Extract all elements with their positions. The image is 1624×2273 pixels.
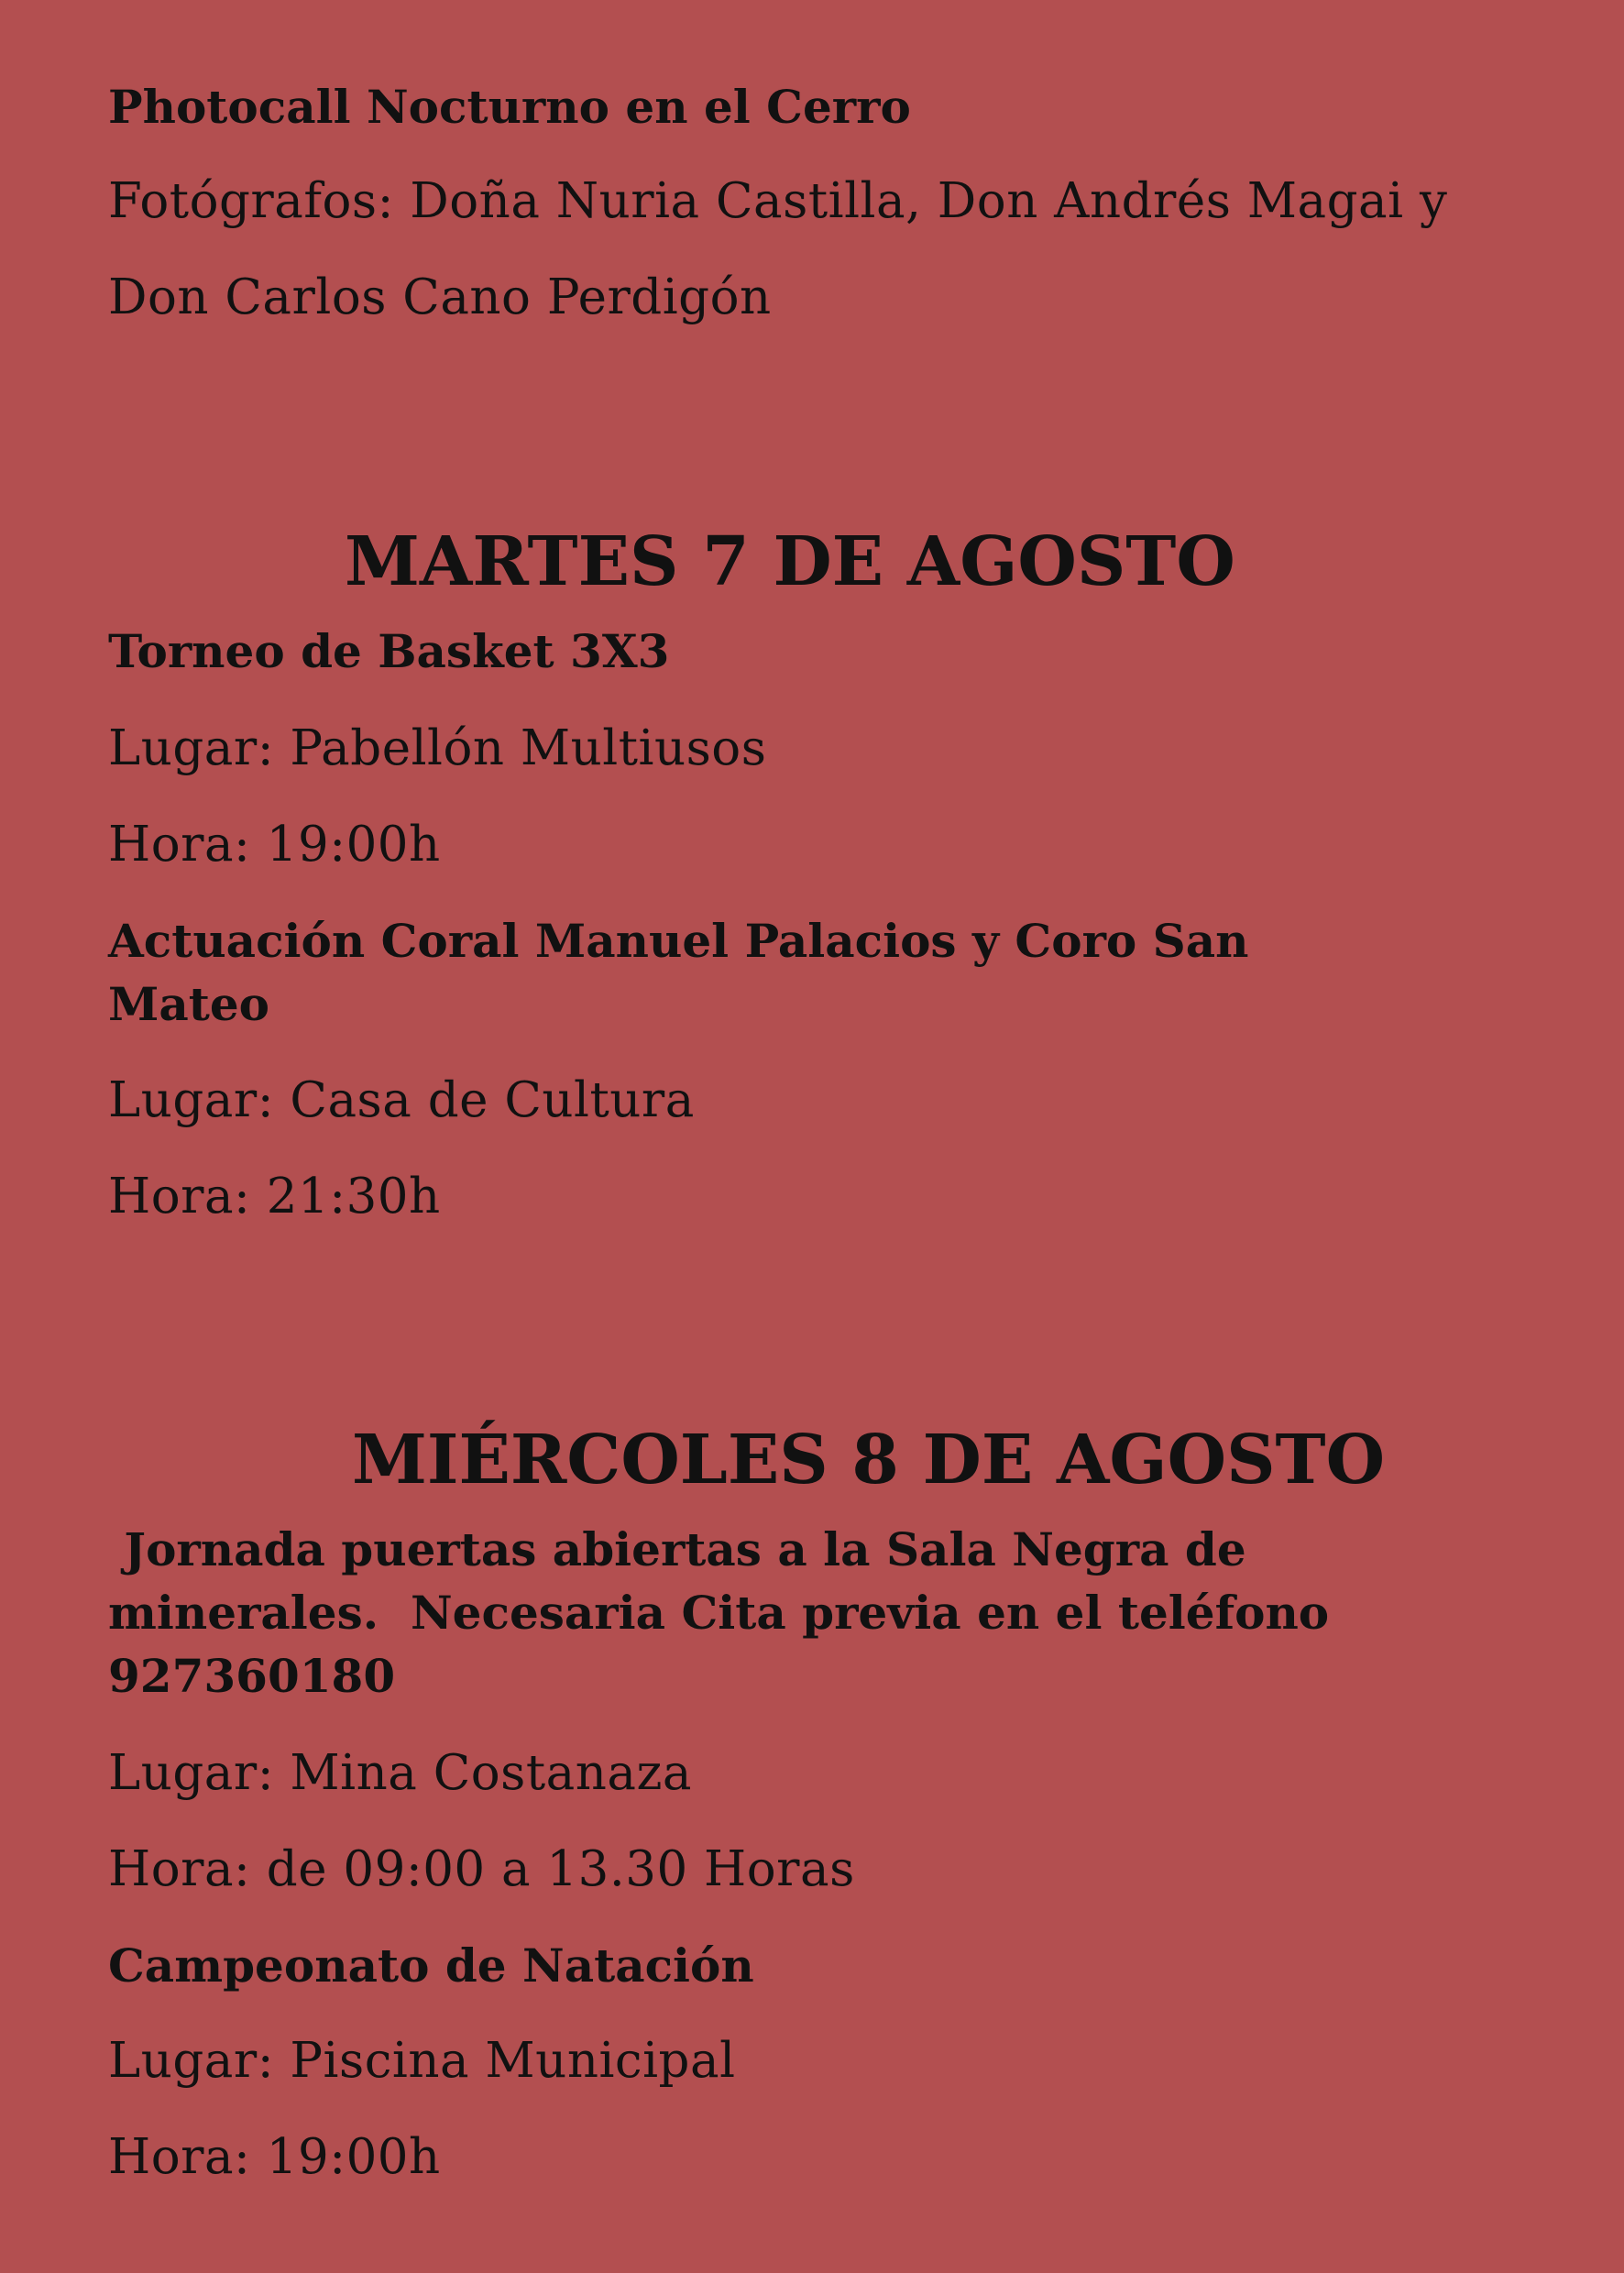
event-place: Lugar: Pabellón Multiusos <box>108 720 767 776</box>
event-place: Lugar: Casa de Cultura <box>108 1072 695 1128</box>
day-heading: MIÉRCOLES 8 DE AGOSTO <box>352 1421 1386 1499</box>
event-title: minerales. Necesaria Cita previa en el teléfono <box>108 1586 1330 1640</box>
event-place: Lugar: Piscina Municipal <box>108 2033 736 2089</box>
event-title: Photocall Nocturno en el Cerro <box>108 80 911 134</box>
event-place: Lugar: Mina Costanaza <box>108 1745 693 1801</box>
event-phone: 927360180 <box>108 1649 396 1703</box>
event-title: Jornada puertas abiertas a la Sala Negra de <box>108 1522 1246 1576</box>
event-time: Hora: 19:00h <box>108 817 441 873</box>
event-photographers: Fotógrafos: Doña Nuria Castilla, Don Andrés Magai y <box>108 173 1448 229</box>
event-title: Mateo <box>108 977 270 1031</box>
event-title: Torneo de Basket 3X3 <box>108 624 670 678</box>
event-time: Hora: 21:30h <box>108 1169 441 1224</box>
event-time: Hora: de 09:00 a 13.30 Horas <box>108 1841 855 1897</box>
event-photographers: Don Carlos Cano Perdigón <box>108 269 772 325</box>
event-title: Campeonato de Natación <box>108 1938 754 1993</box>
event-time: Hora: 19:00h <box>108 2129 441 2185</box>
event-title: Actuación Coral Manuel Palacios y Coro San <box>108 914 1249 968</box>
day-heading: MARTES 7 DE AGOSTO <box>345 522 1235 601</box>
